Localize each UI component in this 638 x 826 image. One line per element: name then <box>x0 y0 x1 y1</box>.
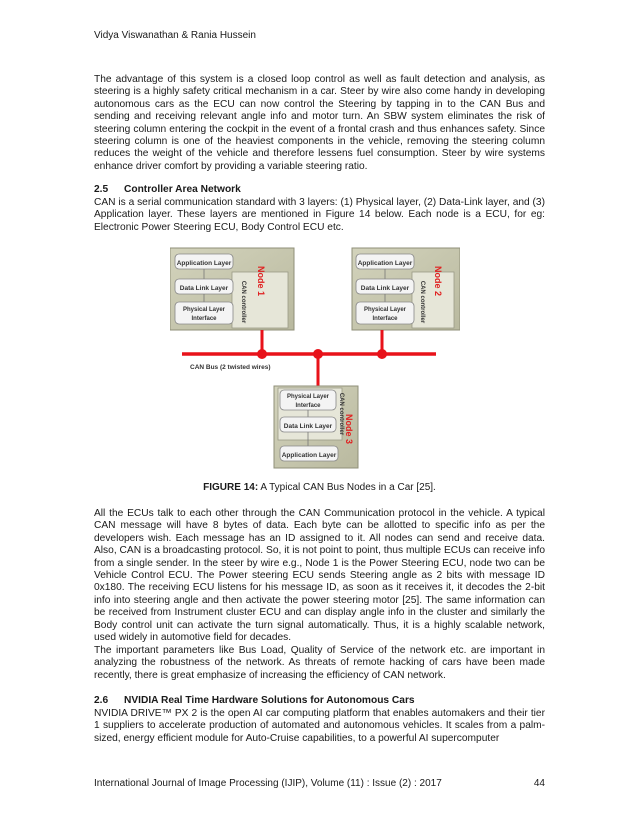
paragraph-nvidia-drive: NVIDIA DRIVE™ PX 2 is the open AI car computing platform that enables automakers and their tier 1 suppliers to accelerate production of automated and autonomous vehicles. It scales from a palm-sized, energy efficient module for Auto-Cruise capabilities, to a powerful AI supercomputer <box>94 708 545 744</box>
figure-caption-label: FIGURE 14: <box>203 482 259 493</box>
node-3-physical-label-2: Interface <box>295 403 321 409</box>
node-3-can-controller-label: CAN controller <box>338 392 344 436</box>
node-3 <box>274 386 358 468</box>
figure-caption-text: A Typical CAN Bus Nodes in a Car [25]. <box>258 482 436 493</box>
node-2-application-label: Application Layer <box>357 260 413 267</box>
node-1-physical-label-2: Interface <box>191 316 217 322</box>
section-number: 2.5 <box>94 184 109 195</box>
section-heading-2-6 <box>94 695 415 706</box>
node-1-application-label: Application Layer <box>176 260 232 267</box>
page-footer <box>94 778 545 789</box>
node-2-data-link-label: Data Link Layer <box>360 285 410 292</box>
running-header: Vidya Viswanathan & Rania Hussein <box>94 30 256 41</box>
node-3-physical-label-1: Physical Layer <box>286 394 330 400</box>
node-3-label: Node 3 <box>344 414 354 445</box>
section-title: Controller Area Network <box>124 184 241 195</box>
node-2-physical-label-2: Interface <box>372 316 398 322</box>
section-heading-2-5 <box>94 184 241 195</box>
node-1 <box>170 248 294 330</box>
footer-journal: International Journal of Image Processing (IJIP), Volume (11) : Issue (2) : 2017 <box>94 778 442 789</box>
bus-junction-node-3 <box>313 349 323 359</box>
node-3-application-label: Application Layer <box>281 452 337 459</box>
node-2-physical-label-1: Physical Layer <box>363 307 407 313</box>
paragraph-can-parameters: The important parameters like Bus Load, Quality of Service of the network etc. are important in analyzing the robustness of the network. As threats of remote hacking of cars have been made recently, there is great emphasize of increasing the efficiency of CAN network. <box>94 645 545 681</box>
can-bus-figure <box>170 244 460 472</box>
node-3-data-link-label: Data Link Layer <box>283 423 333 430</box>
page-number: 44 <box>533 778 545 789</box>
section-title: NVIDIA Real Time Hardware Solutions for Autonomous Cars <box>124 695 415 706</box>
node-2-label: Node 2 <box>433 266 443 297</box>
figure-caption <box>94 482 545 493</box>
node-2 <box>352 248 460 330</box>
section-number: 2.6 <box>94 695 109 706</box>
node-2-can-controller-label: CAN controller <box>419 280 425 324</box>
paragraph-can-messages: All the ECUs talk to each other through the CAN Communication protocol in the vehicle. A typical CAN message will have 8 bytes of data. Each byte can be allotted to specific info as per the developers wish. Each message has an ID assigned to it. All nodes can send and receive data. Also, CAN is a broadcasting protocol. So, it is not point to point, thus multiple ECUs can receive info from a single sender. In the steer by wire e.g., Node 1 is the Power Steering ECU, node two can be Vehicle Control ECU. The Power steering ECU sends Steering angle as 2 bits with message ID 0x180. The receiving ECU listens for his message ID, as soon as it receives it, it decodes the 2-bit info into steering angle and then activate the power steering motor [25]. The same information can be received from Instrument cluster ECU and can display angle info in the cluster and similarly the Body control unit can activate the turn signal automatically. Thus, it is a highly scalable network, used widely in automotive field for decades. <box>94 508 545 644</box>
paragraph-sbw-advantages: The advantage of this system is a closed loop control as well as fault detection and analysis, as steering is a highly safety critical mechanism in a car. Steer by wire also come handy in developing autonomous cars as the ECU can now control the Steering by tapping in to the CAN Bus and sending and receiving relevant angle info and motor turn. An SBW system eliminates the risk of steering column entering the cockpit in the event of a frontal crash and thus enhances safety. Since steering column is one of the heaviest components in the vehicle, removing the steering column reduces the weight of the vehicle and therefore lessens fuel consumption. Steer by wire systems enhance driver comfort by providing a variable steering ratio. <box>94 74 545 172</box>
node-1-can-controller-label: CAN controller <box>240 280 246 324</box>
bus-junction-node-1 <box>257 349 267 359</box>
paragraph-can-intro: CAN is a serial communication standard with 3 layers: (1) Physical layer, (2) Data-Link layer, and (3) Application layer. These layers are mentioned in Figure 14 below. Each node is a ECU, for eg: Electronic Power Steering ECU, Body Control ECU etc. <box>94 197 545 233</box>
node-1-data-link-label: Data Link Layer <box>179 285 229 292</box>
node-2-controller-frame <box>412 272 454 328</box>
bus-junction-node-2 <box>377 349 387 359</box>
node-1-physical-label-1: Physical Layer <box>182 307 226 313</box>
node-1-label: Node 1 <box>256 266 266 297</box>
can-bus-label: CAN Bus (2 twisted wires) <box>190 364 271 371</box>
